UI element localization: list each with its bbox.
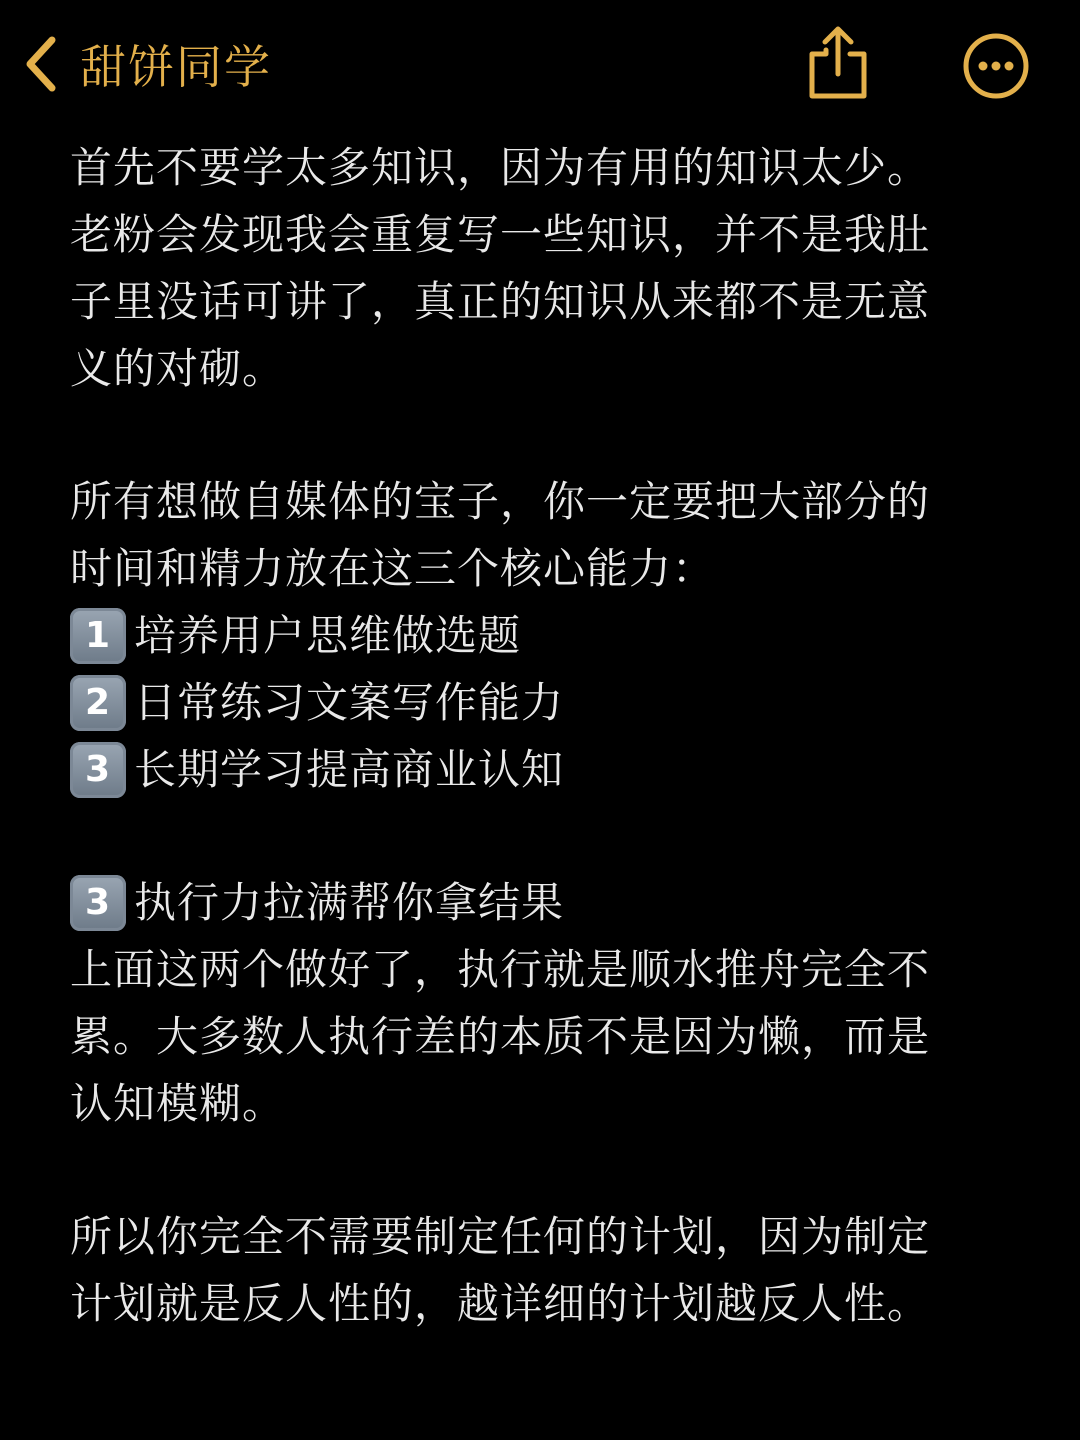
back-label: 甜饼同学 <box>80 40 272 94</box>
text-line: 计划就是反人性的，越详细的计划越反人性。 <box>70 1279 931 1328</box>
list-item-text: 长期学习提高商业认知 <box>134 745 565 794</box>
list-item <box>70 869 1020 936</box>
back-button[interactable] <box>20 28 272 100</box>
keycap-3-icon: 3 <box>70 742 126 798</box>
share-icon <box>806 24 870 102</box>
list-item-text: 执行力拉满帮你拿结果 <box>134 878 565 927</box>
share-button[interactable] <box>806 24 870 102</box>
chevron-left-icon <box>20 34 64 94</box>
paragraph <box>70 468 1020 803</box>
list-item <box>70 736 1020 803</box>
keycap-2-icon: 2 <box>70 675 126 731</box>
more-icon <box>962 32 1030 100</box>
paragraph <box>70 1203 1020 1337</box>
text-line: 子里没话可讲了，真正的知识从来都不是无意 <box>70 277 931 326</box>
list-item <box>70 602 1020 669</box>
keycap-1-icon: 1 <box>70 608 126 664</box>
text-line: 义的对砌。 <box>70 344 286 393</box>
text-line: 首先不要学太多知识，因为有用的知识太少。 <box>70 143 931 192</box>
text-line: 累。大多数人执行差的本质不是因为懒，而是 <box>70 1012 931 1061</box>
text-line: 所有想做自媒体的宝子，你一定要把大部分的 <box>70 477 931 526</box>
text-line: 认知模糊。 <box>70 1079 286 1128</box>
more-button[interactable] <box>962 32 1030 100</box>
list-item-text: 日常练习文案写作能力 <box>134 678 565 727</box>
note-body <box>70 134 1020 1403</box>
paragraph <box>70 869 1020 1137</box>
navigation-bar <box>0 0 1080 130</box>
list-item <box>70 669 1020 736</box>
text-line: 时间和精力放在这三个核心能力： <box>70 544 716 593</box>
text-line: 上面这两个做好了，执行就是顺水推舟完全不 <box>70 945 931 994</box>
text-line: 所以你完全不需要制定任何的计划，因为制定 <box>70 1212 931 1261</box>
keycap-3-icon: 3 <box>70 875 126 931</box>
paragraph <box>70 134 1020 402</box>
text-line: 老粉会发现我会重复写一些知识，并不是我肚 <box>70 210 931 259</box>
list-item-text: 培养用户思维做选题 <box>134 611 522 660</box>
